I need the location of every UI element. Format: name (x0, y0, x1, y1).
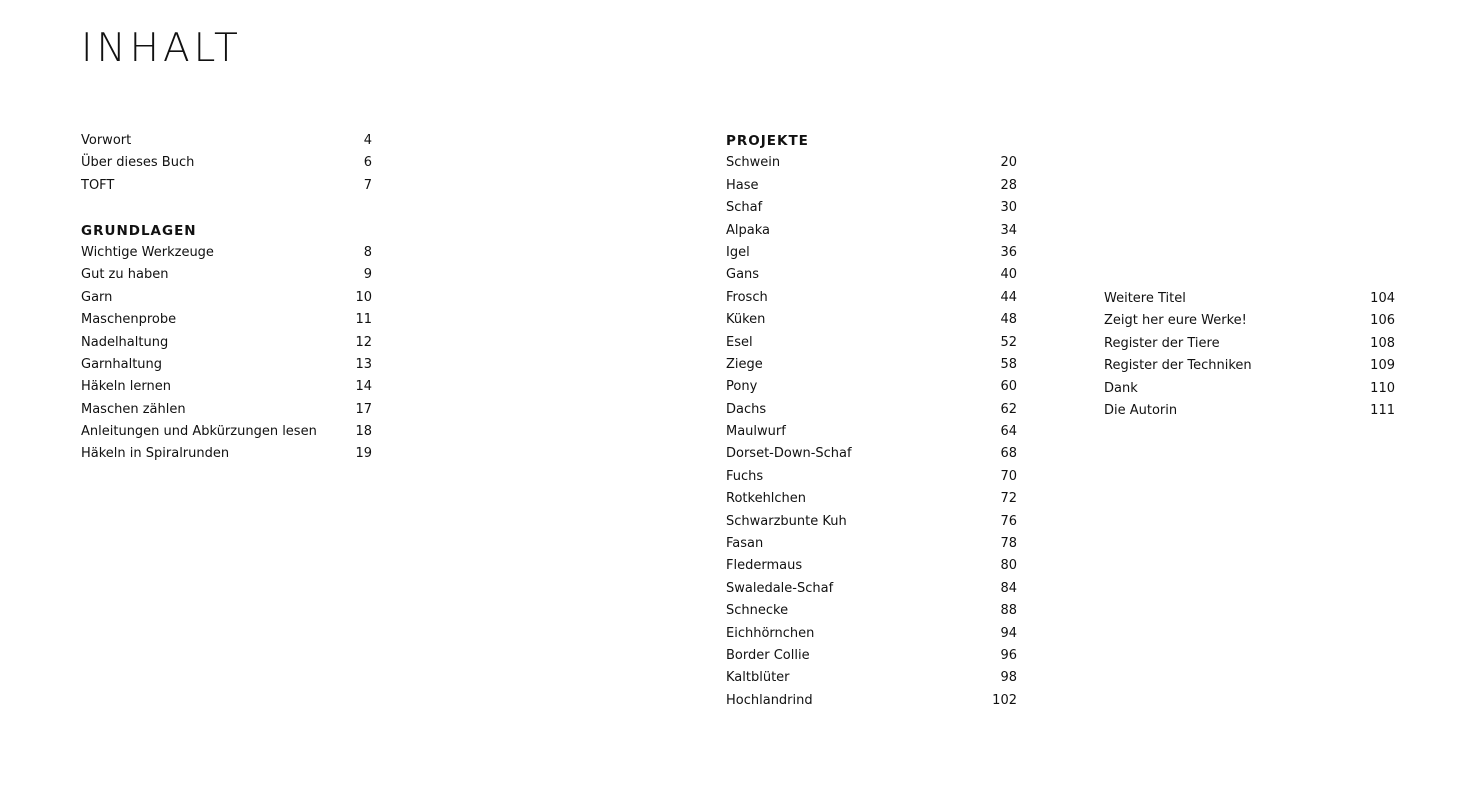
toc-entry-page: 68 (1000, 446, 1017, 462)
toc-entry-page: 108 (1370, 335, 1395, 351)
toc-entry-page: 11 (355, 312, 372, 328)
toc-entry[interactable] (1104, 288, 1395, 310)
toc-entry-page: 78 (1000, 536, 1017, 552)
toc-entry-page: 102 (992, 692, 1017, 708)
toc-entry-label: Fuchs (726, 468, 764, 484)
toc-entry-label: Fasan (726, 536, 764, 552)
toc-entry-label: Maulwurf (726, 424, 786, 440)
toc-entry-page: 9 (363, 267, 372, 283)
toc-entry-label: Häkeln in Spiralrunden (81, 446, 230, 462)
toc-entry-label: Gut zu haben (81, 267, 169, 283)
toc-entry-page: 64 (1000, 424, 1017, 440)
toc-entry-page: 84 (1000, 580, 1017, 596)
toc-entry[interactable] (726, 623, 1017, 645)
toc-column-right (1104, 288, 1395, 422)
toc-entry[interactable] (726, 242, 1017, 264)
toc-entry-label: Alpaka (726, 222, 770, 238)
toc-entry-page: 98 (1000, 670, 1017, 686)
toc-entry-page: 6 (363, 155, 372, 171)
toc-entry[interactable] (726, 488, 1017, 510)
toc-entry-label: Kaltblüter (726, 670, 790, 686)
toc-entry-page: 30 (1000, 200, 1017, 216)
toc-entry[interactable] (726, 443, 1017, 465)
toc-entry[interactable] (726, 332, 1017, 354)
toc-entry-label: Dorset-Down-Schaf (726, 446, 852, 462)
section-heading-projekte: PROJEKTE (726, 133, 809, 149)
toc-entry[interactable] (726, 690, 1017, 712)
section-heading-grundlagen: GRUNDLAGEN (81, 222, 197, 239)
toc-entry-page: 19 (355, 446, 372, 462)
toc-entry[interactable] (726, 667, 1017, 689)
toc-entry[interactable] (1104, 400, 1395, 422)
toc-entry-label: Wichtige Werkzeuge (81, 244, 214, 260)
toc-entry-page: 96 (1000, 647, 1017, 663)
toc-entry[interactable] (81, 242, 372, 264)
toc-entry-label: Maschenprobe (81, 312, 177, 328)
toc-entry[interactable] (726, 421, 1017, 443)
toc-entry-page: 110 (1370, 380, 1395, 396)
toc-entry[interactable] (726, 645, 1017, 667)
toc-entry[interactable] (81, 264, 372, 286)
toc-entry-page: 8 (363, 244, 372, 260)
toc-entry-label: Schnecke (726, 603, 789, 619)
toc-entry-page: 12 (355, 334, 372, 350)
toc-entry[interactable] (726, 197, 1017, 219)
toc-entry[interactable] (726, 600, 1017, 622)
toc-entry-label: Schaf (726, 200, 763, 216)
toc-entry-page: 40 (1000, 267, 1017, 283)
toc-entry-label: Ziege (726, 356, 763, 372)
toc-entry[interactable] (1104, 310, 1395, 332)
toc-entry-label: Zeigt her eure Werke! (1104, 313, 1247, 329)
toc-entry-label: Dank (1104, 380, 1138, 396)
toc-entry[interactable] (81, 287, 372, 309)
toc-entry-page: 70 (1000, 468, 1017, 484)
toc-entry-label: Maschen zählen (81, 401, 186, 417)
toc-entry[interactable] (81, 354, 372, 376)
toc-entry-page: 109 (1370, 358, 1395, 374)
toc-entry-page: 72 (1000, 491, 1017, 507)
toc-entry-label: Frosch (726, 289, 768, 305)
toc-entry-label: Hase (726, 177, 759, 193)
toc-entry-label: Esel (726, 334, 753, 350)
toc-entry[interactable] (1104, 378, 1395, 400)
toc-entry-label: Rotkehlchen (726, 491, 807, 507)
toc-entry[interactable] (726, 578, 1017, 600)
toc-entry-page: 104 (1370, 291, 1395, 306)
toc-entry-page: 80 (1000, 558, 1017, 574)
toc-entry[interactable] (726, 399, 1017, 421)
toc-entry-label: Fledermaus (726, 558, 803, 574)
section-spacer (81, 197, 372, 219)
toc-entry[interactable] (726, 152, 1017, 174)
toc-entry-label: Border Collie (726, 647, 810, 663)
toc-entry-label: Küken (726, 312, 766, 328)
toc-entry[interactable] (726, 466, 1017, 488)
toc-entry-label: Dachs (726, 401, 767, 417)
toc-entry[interactable] (1104, 355, 1395, 377)
toc-entry[interactable] (81, 309, 372, 331)
toc-entry-page: 94 (1000, 625, 1017, 641)
toc-entry-page: 20 (1000, 155, 1017, 171)
toc-entry-label: Pony (726, 379, 758, 395)
toc-entry[interactable] (726, 511, 1017, 533)
toc-entry-page: 14 (355, 379, 372, 395)
toc-entry-label: Garnhaltung (81, 356, 163, 372)
toc-entry-page: 58 (1000, 356, 1017, 372)
toc-entry-label: Swaledale-Schaf (726, 580, 834, 596)
page-title: INHALT (81, 26, 242, 71)
toc-column-middle (726, 130, 1017, 712)
toc-entry-page: 13 (355, 356, 372, 372)
toc-entry-label: Igel (726, 244, 750, 260)
toc-entry[interactable] (726, 175, 1017, 197)
toc-entry[interactable] (726, 287, 1017, 309)
toc-entry-label: Schwarzbunte Kuh (726, 513, 847, 529)
toc-entry-page: 7 (363, 177, 372, 193)
toc-entry[interactable] (81, 443, 372, 465)
toc-entry-page: 17 (355, 401, 372, 417)
toc-entry-label: Häkeln lernen (81, 379, 171, 395)
toc-entry-label: Gans (726, 267, 760, 283)
toc-entry-page: 60 (1000, 379, 1017, 395)
toc-entry-label: Über dieses Buch (81, 155, 195, 171)
toc-entry-label: Anleitungen und Abkürzungen lesen (81, 424, 317, 440)
toc-entry-page: 48 (1000, 312, 1017, 328)
toc-entry-label: Vorwort (81, 133, 132, 148)
toc-entry-page: 10 (355, 289, 372, 305)
toc-entry[interactable] (726, 555, 1017, 577)
toc-entry[interactable] (81, 332, 372, 354)
toc-entry-page: 106 (1370, 313, 1395, 329)
toc-entry[interactable] (726, 354, 1017, 376)
toc-entry-label: Register der Tiere (1104, 335, 1220, 351)
toc-entry-label: Schwein (726, 155, 781, 171)
toc-entry-page: 76 (1000, 513, 1017, 529)
toc-entry-label: Weitere Titel (1104, 291, 1186, 306)
toc-entry[interactable] (81, 376, 372, 398)
toc-entry-label: Die Autorin (1104, 402, 1178, 418)
toc-entry[interactable] (81, 399, 372, 421)
toc-entry[interactable] (726, 376, 1017, 398)
toc-entry-page: 111 (1370, 402, 1395, 418)
toc-entry-page: 62 (1000, 401, 1017, 417)
toc-entry-label: Garn (81, 289, 113, 305)
toc-entry[interactable] (726, 533, 1017, 555)
toc-entry[interactable] (726, 264, 1017, 286)
toc-entry[interactable] (1104, 333, 1395, 355)
toc-entry[interactable] (81, 421, 372, 443)
toc-entry-page: 4 (363, 133, 372, 148)
toc-entry-label: Register der Techniken (1104, 358, 1252, 374)
toc-entry-label: Eichhörnchen (726, 625, 815, 641)
toc-entry[interactable] (81, 130, 372, 152)
toc-entry[interactable] (726, 220, 1017, 242)
toc-entry[interactable] (726, 309, 1017, 331)
toc-entry-label: TOFT (81, 177, 115, 193)
toc-entry-page: 88 (1000, 603, 1017, 619)
toc-entry-page: 44 (1000, 289, 1017, 305)
toc-entry[interactable] (81, 175, 372, 197)
toc-entry-page: 34 (1000, 222, 1017, 238)
toc-entry-page: 28 (1000, 177, 1017, 193)
toc-entry-page: 18 (355, 424, 372, 440)
toc-entry-label: Hochlandrind (726, 692, 813, 708)
toc-entry[interactable] (81, 152, 372, 174)
toc-entry-label: Nadelhaltung (81, 334, 169, 350)
toc-column-left (81, 130, 372, 466)
toc-entry-page: 52 (1000, 334, 1017, 350)
toc-entry-page: 36 (1000, 244, 1017, 260)
